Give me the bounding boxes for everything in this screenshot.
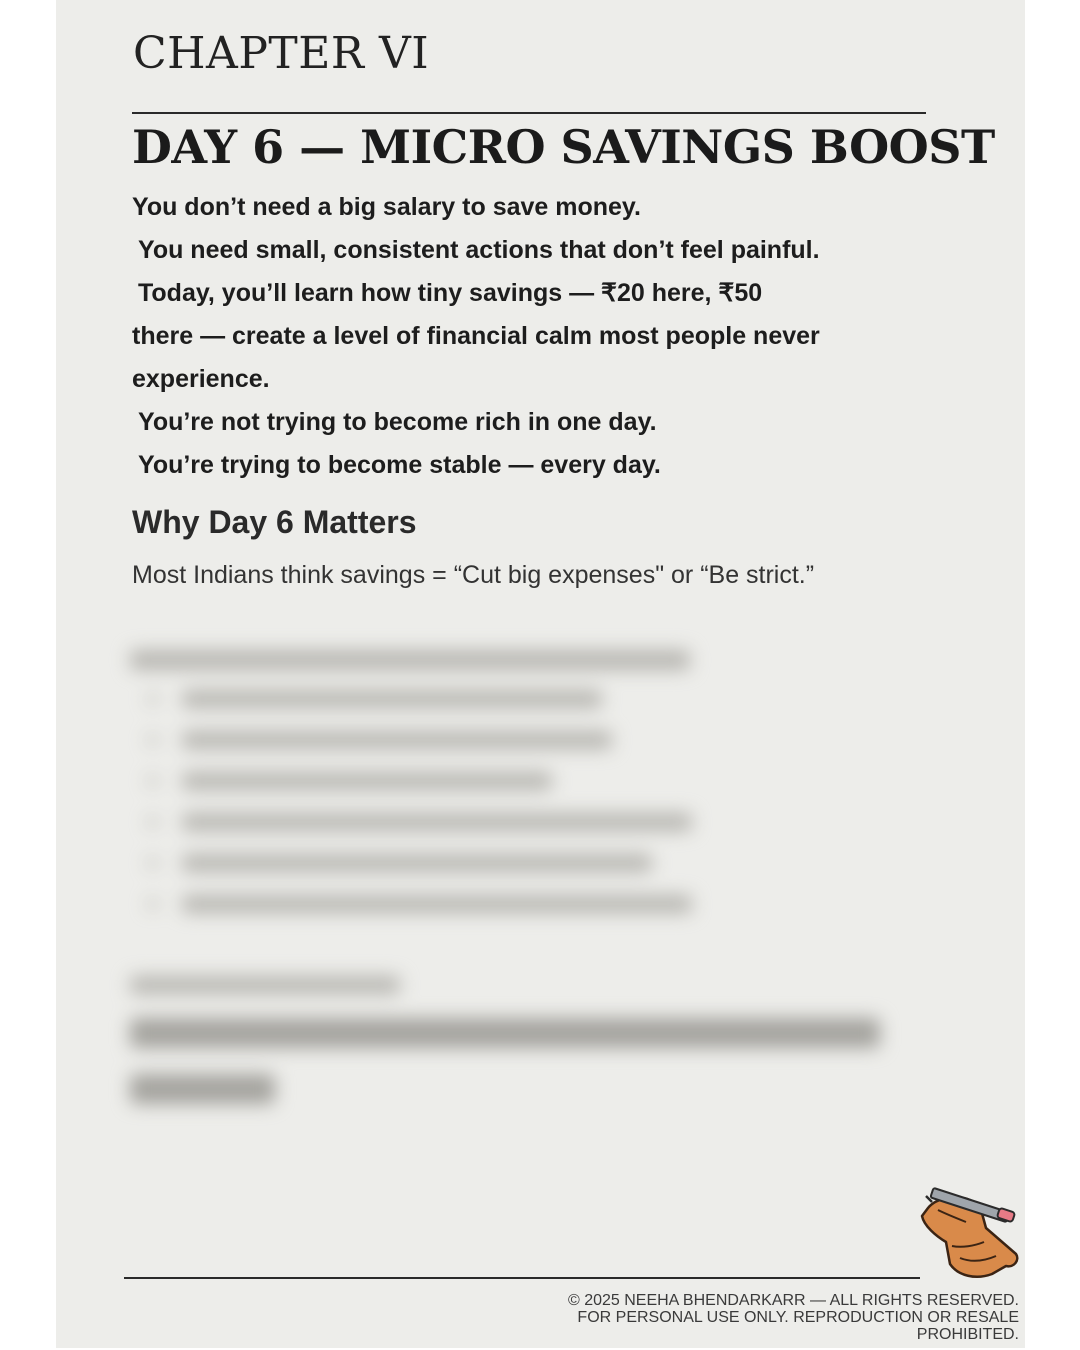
copyright-line: © 2025 NEEHA BHENDARKARR — ALL RIGHTS RESERVED. [567,1292,1019,1309]
bottom-divider [124,1277,920,1279]
blurred-line [182,854,652,872]
blurred-bullet [148,735,158,745]
blurred-bullet [148,858,158,868]
intro-line: You’re trying to become stable — every day. [138,451,661,479]
intro-line: experience. [132,365,270,393]
blurred-bullet [148,899,158,909]
blurred-line [130,1074,275,1104]
blurred-line [182,772,552,790]
intro-line: Today, you’ll learn how tiny savings — ₹20 here, ₹50 [138,279,763,307]
copyright-line: FOR PERSONAL USE ONLY. REPRODUCTION OR RESALE [577,1309,1019,1326]
intro-line: You don’t need a big salary to save money. [132,193,641,221]
blurred-line [182,731,612,749]
section-paragraph: Most Indians think savings = “Cut big expenses" or “Be strict.” [132,561,815,589]
blurred-line [130,976,400,994]
intro-paragraph [132,186,952,487]
intro-line: You need small, consistent actions that don’t feel painful. [138,236,820,264]
top-divider [132,112,926,114]
blurred-bullet [148,817,158,827]
section-heading: Why Day 6 Matters [132,504,417,540]
blurred-line [182,813,692,831]
blurred-line [182,690,602,708]
intro-line: You’re not trying to become rich in one day. [138,408,657,436]
hand-writing-pencil-icon [916,1186,1022,1282]
intro-line: there — create a level of financial calm most people never [132,322,820,350]
blurred-line [130,650,690,670]
blurred-line [130,1018,880,1048]
copyright-line: PROHIBITED. [916,1326,1019,1343]
chapter-label: CHAPTER VI [133,28,430,79]
blurred-bullet [148,776,158,786]
blurred-bullet [148,694,158,704]
copyright-notice [459,1292,1019,1343]
document-page [56,0,1025,1348]
day-title: DAY 6 — MICRO SAVINGS BOOST [132,120,995,174]
blurred-content [126,640,966,1120]
blurred-line [182,895,692,913]
